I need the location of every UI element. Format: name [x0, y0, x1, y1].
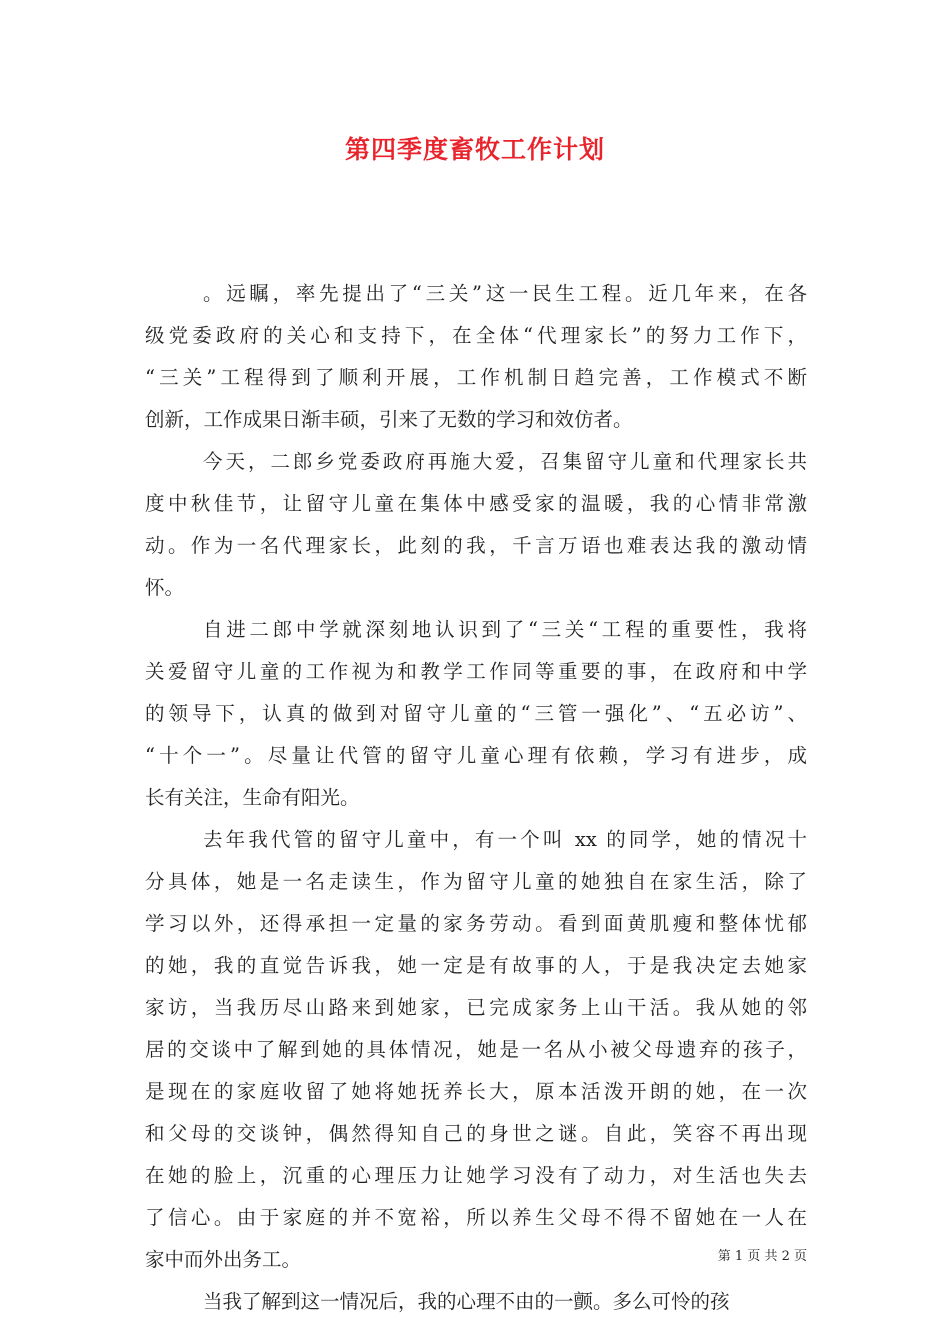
document-title: 第四季度畜牧工作计划	[344, 135, 605, 164]
paragraph-3-line: 关爱留守儿童的工作视为和教学工作同等重要的事，在政府和中学	[145, 660, 807, 683]
paragraph-3-line: “十个一”。尽量让代管的留守儿童心理有依赖，学习有进步，成	[145, 744, 807, 767]
paragraph-4-line: 家中而外出务工。	[145, 1248, 302, 1271]
paragraph-1-line: 创新，工作成果日渐丰硕，引来了无数的学习和效仿者。	[145, 408, 633, 431]
paragraph-1-line: 级党委政府的关心和支持下，在全体“代理家长”的努力工作下，	[145, 324, 807, 347]
paragraph-4-line: 的她，我的直觉告诉我，她一定是有故事的人，于是我决定去她家	[145, 954, 807, 977]
paragraph-4-line: 分具体，她是一名走读生，作为留守儿童的她独自在家生活，除了	[145, 870, 807, 893]
paragraph-3-line: 自进二郎中学就深刻地认识到了“三关“工程的重要性，我将	[203, 618, 807, 641]
paragraph-3-line: 长有关注，生命有阳光。	[145, 786, 360, 809]
document-body	[145, 273, 807, 1323]
paragraph-4-line: 居的交谈中了解到她的具体情况，她是一名从小被父母遗弃的孩子，	[145, 1038, 807, 1061]
paragraph-1-line: 。远瞩，率先提出了“三关”这一民生工程。近几年来，在各	[203, 282, 807, 305]
paragraph-2-line: 动。作为一名代理家长，此刻的我，千言万语也难表达我的激动情	[145, 534, 807, 557]
paragraph-4-line: 了信心。由于家庭的并不宽裕，所以养生父母不得不留她在一人在	[145, 1206, 807, 1229]
paragraph-4-line: 在她的脸上，沉重的心理压力让她学习没有了动力，对生活也失去	[145, 1164, 807, 1187]
paragraph-4-line: 是现在的家庭收留了她将她抚养长大，原本活泼开朗的她，在一次	[145, 1080, 807, 1103]
page-footer: 第 1 页 共 2 页	[717, 1249, 807, 1264]
paragraph-1-line: “三关”工程得到了顺利开展，工作机制日趋完善，工作模式不断	[145, 366, 807, 389]
paragraph-2-line: 度中秋佳节，让留守儿童在集体中感受家的温暖，我的心情非常激	[145, 492, 807, 515]
paragraph-2-line: 怀。	[145, 576, 185, 599]
paragraph-2-line: 今天，二郎乡党委政府再施大爱，召集留守儿童和代理家长共	[203, 450, 807, 473]
paragraph-5-line: 当我了解到这一情况后，我的心理不由的一颤。多么可怜的孩	[203, 1290, 730, 1313]
paragraph-4-line: 去年我代管的留守儿童中，有一个叫 xx 的同学，她的情况十	[203, 828, 807, 851]
paragraph-4-line: 和父母的交谈钟，偶然得知自己的身世之谜。自此，笑容不再出现	[145, 1122, 807, 1145]
paragraph-4-line: 学习以外，还得承担一定量的家务劳动。看到面黄肌瘦和整体忧郁	[145, 912, 807, 935]
paragraph-3-line: 的领导下，认真的做到对留守儿童的“三管一强化”、“五必访”、	[145, 702, 807, 725]
paragraph-4-line: 家访，当我历尽山路来到她家，已完成家务上山干活。我从她的邻	[145, 996, 807, 1019]
